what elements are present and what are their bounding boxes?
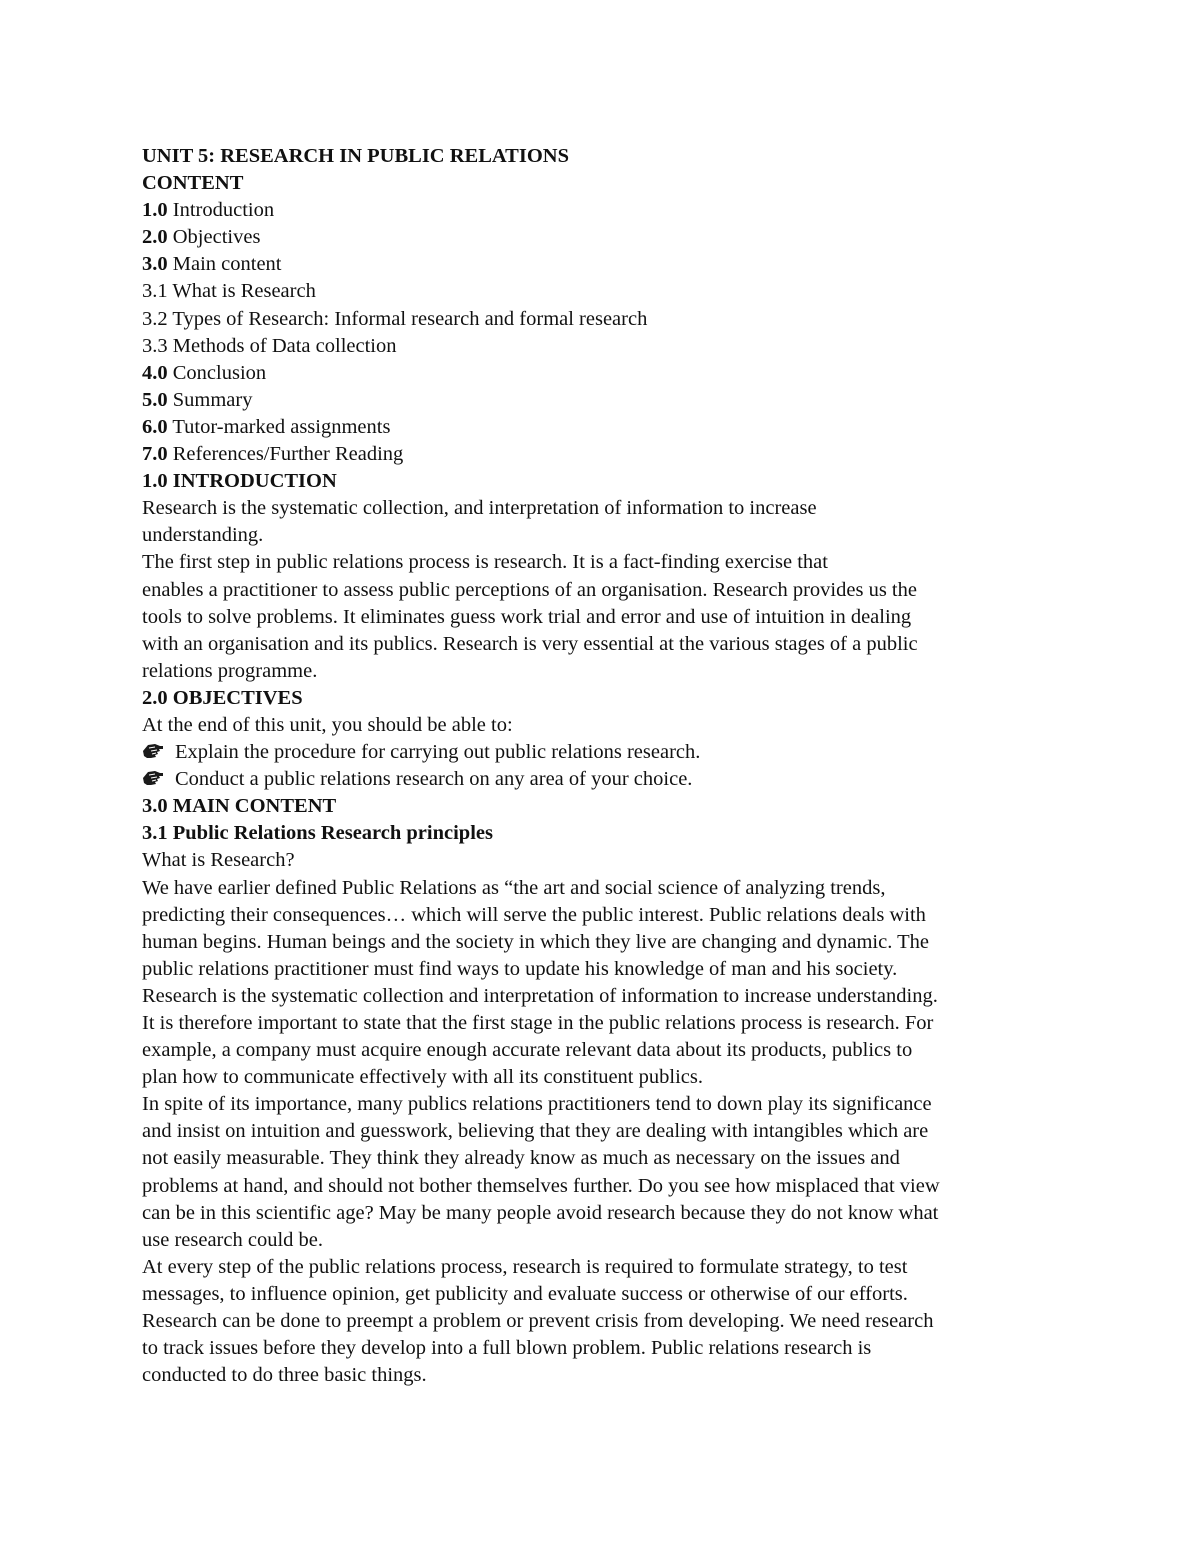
text-line: It is therefore important to state that the first stage in the public relations process is research. For	[142, 1012, 934, 1034]
objectives-intro: At the end of this unit, you should be able to:	[142, 713, 513, 736]
toc-item: 3.2 Types of Research: Informal research and formal research	[142, 307, 648, 330]
text-line: Research can be done to preempt a problem or prevent crisis from developing. We need research	[142, 1310, 934, 1333]
bullet-item: Explain the procedure for carrying out public relations research.	[142, 739, 1072, 766]
toc-item: 5.0 Summary	[142, 388, 253, 411]
text-line: use research could be.	[142, 1228, 323, 1251]
text-line: problems at hand, and should not bother themselves further. Do you see how misplaced that view	[142, 1174, 940, 1197]
text-line: We have earlier defined Public Relations as “the art and social science of analyzing trends,	[142, 876, 886, 899]
text-line: conducted to do three basic things.	[142, 1364, 427, 1387]
content-heading: CONTENT	[142, 172, 244, 195]
text-line: can be in this scientific age? May be many people avoid research because they do not know what	[142, 1201, 939, 1224]
unit-title: UNIT 5: RESEARCH IN PUBLIC RELATIONS	[142, 145, 569, 167]
text-line: plan how to communicate effectively with all its constituent publics.	[142, 1066, 703, 1089]
text-line: messages, to influence opinion, get publicity and evaluate success or otherwise of our efforts.	[142, 1282, 908, 1305]
toc-item: 3.1 What is Research	[142, 280, 316, 303]
text-line: The first step in public relations process is research. It is a fact-finding exercise that	[142, 551, 828, 574]
pointing-hand-icon	[142, 742, 164, 760]
document-page	[142, 143, 1072, 1389]
text-line: tools to solve problems. It eliminates guess work trial and error and use of intuition in dealing	[142, 605, 912, 628]
toc-item: 6.0 Tutor-marked assignments	[142, 415, 391, 438]
text-line: In spite of its importance, many publics relations practitioners tend to down play its significance	[142, 1093, 932, 1116]
pointing-hand-icon	[142, 769, 164, 787]
main-content-heading: 3.0 MAIN CONTENT	[142, 795, 337, 818]
bullet-item: Conduct a public relations research on any area of your choice.	[142, 766, 1072, 793]
text-line: understanding.	[142, 524, 264, 547]
text-line: predicting their consequences… which will serve the public interest. Public relations deals with	[142, 903, 926, 926]
text-line: with an organisation and its publics. Research is very essential at the various stages of a public	[142, 632, 918, 655]
toc-item: 2.0 Objectives	[142, 226, 261, 249]
text-line: to track issues before they develop into a full blown problem. Public relations research is	[142, 1337, 872, 1360]
text-line: public relations practitioner must find ways to update his knowledge of man and his society.	[142, 957, 898, 980]
toc-item: 1.0 Introduction	[142, 199, 275, 222]
text-line: relations programme.	[142, 659, 318, 682]
section-question: What is Research?	[142, 849, 295, 872]
table-of-contents	[142, 197, 1072, 468]
text-line: and insist on intuition and guesswork, believing that they are dealing with intangibles which are	[142, 1120, 929, 1143]
introduction-heading: 1.0 INTRODUCTION	[142, 470, 337, 493]
introduction-body	[142, 495, 1072, 685]
toc-item: 7.0 References/Further Reading	[142, 443, 404, 466]
main-content-body	[142, 875, 1072, 1390]
text-line: example, a company must acquire enough accurate relevant data about its products, publics to	[142, 1039, 913, 1062]
text-line: not easily measurable. They think they already know as much as necessary on the issues and	[142, 1147, 900, 1170]
toc-item: 3.3 Methods of Data collection	[142, 334, 397, 357]
text-line: Research is the systematic collection and interpretation of information to increase understanding.	[142, 984, 938, 1007]
toc-item: 4.0 Conclusion	[142, 361, 267, 384]
objectives-heading: 2.0 OBJECTIVES	[142, 686, 303, 709]
text-line: enables a practitioner to assess public perceptions of an organisation. Research provides us the	[142, 578, 917, 601]
toc-item: 3.0 Main content	[142, 253, 282, 276]
text-line: human begins. Human beings and the society in which they live are changing and dynamic. The	[142, 930, 929, 953]
section-subheading: 3.1 Public Relations Research principles	[142, 822, 493, 845]
text-line: Research is the systematic collection, and interpretation of information to increase	[142, 497, 817, 520]
text-line: At every step of the public relations process, research is required to formulate strategy, to test	[142, 1255, 908, 1278]
